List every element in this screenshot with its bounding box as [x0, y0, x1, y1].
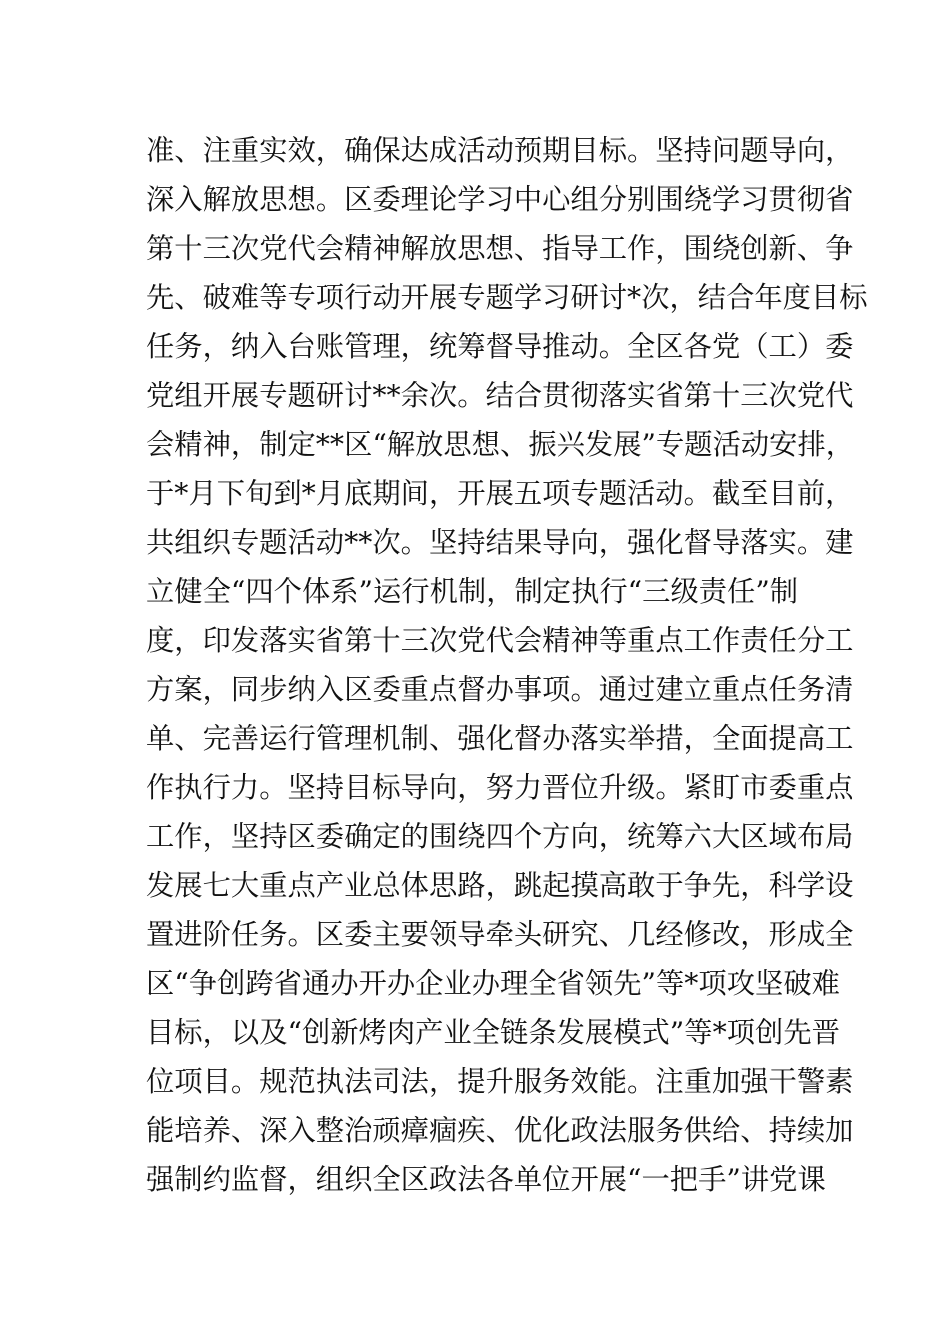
text-line: 党组开展专题研讨**余次。结合贯彻落实省第十三次党代	[146, 379, 854, 412]
text-line: 准、注重实效，确保达成活动预期目标。坚持问题导向，	[146, 134, 854, 167]
text-line: 发展七大重点产业总体思路，跳起摸高敢于争先，科学设	[146, 869, 854, 902]
text-line: 先、破难等专项行动开展专题学习研讨*次，结合年度目标	[146, 281, 868, 314]
body-text	[146, 126, 868, 1204]
text-line: 深入解放思想。区委理论学习中心组分别围绕学习贯彻省	[146, 183, 854, 216]
text-line: 于*月下旬到*月底期间，开展五项专题活动。截至目前，	[146, 477, 854, 510]
text-line: 单、完善运行管理机制、强化督办落实举措，全面提高工	[146, 722, 854, 755]
text-line: 工作，坚持区委确定的围绕四个方向，统筹六大区域布局	[146, 820, 854, 853]
text-line: 目标，以及“创新烤肉产业全链条发展模式”等*项创先晋	[146, 1016, 840, 1049]
text-line: 会精神，制定**区“解放思想、振兴发展”专题活动安排，	[146, 428, 855, 461]
text-line: 作执行力。坚持目标导向，努力晋位升级。紧盯市委重点	[146, 771, 854, 804]
text-line: 区“争创跨省通办开办企业办理全省领先”等*项攻坚破难	[146, 967, 840, 1000]
text-line: 第十三次党代会精神解放思想、指导工作，围绕创新、争	[146, 232, 854, 265]
text-line: 任务，纳入台账管理，统筹督导推动。全区各党（工）委	[146, 330, 854, 363]
text-line: 共组织专题活动**次。坚持结果导向，强化督导落实。建	[146, 526, 854, 559]
text-line: 置进阶任务。区委主要领导牵头研究、几经修改，形成全	[146, 918, 854, 951]
text-line: 能培养、深入整治顽瘴痼疾、优化政法服务供给、持续加	[146, 1114, 854, 1147]
text-line: 强制约监督，组织全区政法各单位开展“一把手”讲党课	[146, 1163, 826, 1196]
text-line: 位项目。规范执法司法，提升服务效能。注重加强干警素	[146, 1065, 854, 1098]
text-line: 方案，同步纳入区委重点督办事项。通过建立重点任务清	[146, 673, 854, 706]
text-line: 立健全“四个体系”运行机制，制定执行“三级责任”制	[146, 575, 799, 608]
text-line: 度，印发落实省第十三次党代会精神等重点工作责任分工	[146, 624, 854, 657]
